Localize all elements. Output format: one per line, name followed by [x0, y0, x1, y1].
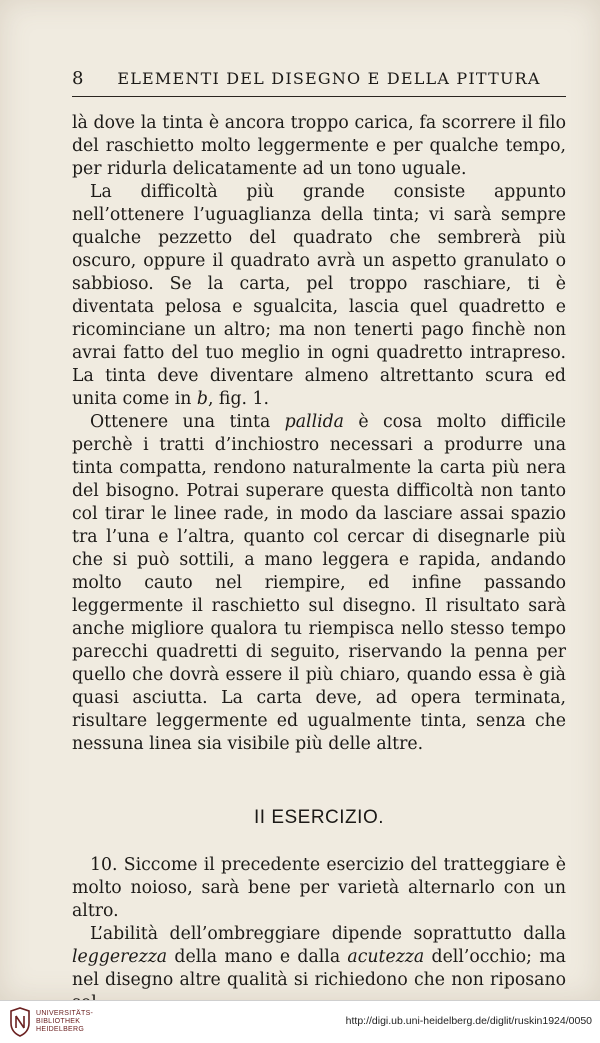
- page-number: 8: [72, 68, 85, 89]
- paragraph-4: 10. Siccome il precedente esercizio del tratteggiare è molto noioso, sarà bene per varietà alternarlo con un altro.: [72, 855, 566, 921]
- running-header: [72, 68, 566, 89]
- paragraph-5: L’abilità dell’ombreggiare dipende soprattutto dalla leggerezza della mano e dalla acutezza dell’occhio; ma nel disegno altre qualità si richiedono che non riposano: [72, 924, 566, 990]
- source-url-link[interactable]: http://digi.ub.uni-heidelberg.de/diglit/ruskin1924/0050: [345, 1015, 592, 1027]
- digitization-footer: [0, 1000, 600, 1043]
- library-logo-icon: [8, 1007, 32, 1037]
- header-rule: [72, 96, 566, 97]
- italic-leggerezza: leggerezza: [72, 947, 168, 967]
- italic-acutezza: acutezza: [347, 947, 425, 967]
- paragraph-2: La difficoltà più grande consiste appunto nell’ottenere l’uguaglianza della tinta; vi sarà sempre qualche pezzetto del quadrato che sembrerà più oscuro, oppure il quadrato avrà un aspetto granulato o sabbioso. Se la carta, pel troppo raschiare, ti è diventata pelosa e sgualcita, lascia quel quadretto e ricominciane un altro; ma non tenerti pago finchè non avrai fatto del tuo meglio in ogni quadretto intrapreso. La tinta deve diventare almeno altrettanto scura ed unita come in b, fig. 1.: [72, 182, 566, 409]
- running-title: ELEMENTI DEL DISEGNO E DELLA PITTURA: [117, 69, 541, 88]
- paragraph-3: Ottenere una tinta pallida è cosa molto difficile perchè i tratti d’inchiostro necessari a produrre una tinta compatta, rendono naturalmente la carta più nera del bisogno. Potrai superare questa difficoltà non tanto col tirar le linee rade, in modo da lasciare assai spazio tra l’una e l’altra, quanto col cercar di disegnarle più che si può sottili, a mano leggera e rapida, andando molto cauto nel riempire, ed infine passando leggermente il raschietto sul disegno. Il risultato sarà anche migliore qualora tu riempisca nello stesso tempo parecchi quadretti di seguito, riservando la penna per quello che dovrà essere il più chiaro, quando essa è già quasi asciutta. La carta deve, ad opera terminata, risultare leggermente ed ugualmente tinta, senza che nessuna linea sia visibile più delle altre.: [72, 412, 566, 754]
- library-name: UNIVERSITÄTS- BIBLIOTHEK HEIDELBERG: [36, 1010, 94, 1033]
- paragraph-1: là dove la tinta è ancora troppo carica, fa scorrere il filo del raschietto molto leggermente e per qualche tempo, per ridurla delicatamente ad un tono uguale.: [72, 113, 566, 179]
- italic-figure-ref: b: [196, 389, 208, 409]
- body-text: [72, 112, 566, 1015]
- italic-pallida: pallida: [284, 412, 344, 432]
- section-title: II ESERCIZIO.: [253, 807, 385, 828]
